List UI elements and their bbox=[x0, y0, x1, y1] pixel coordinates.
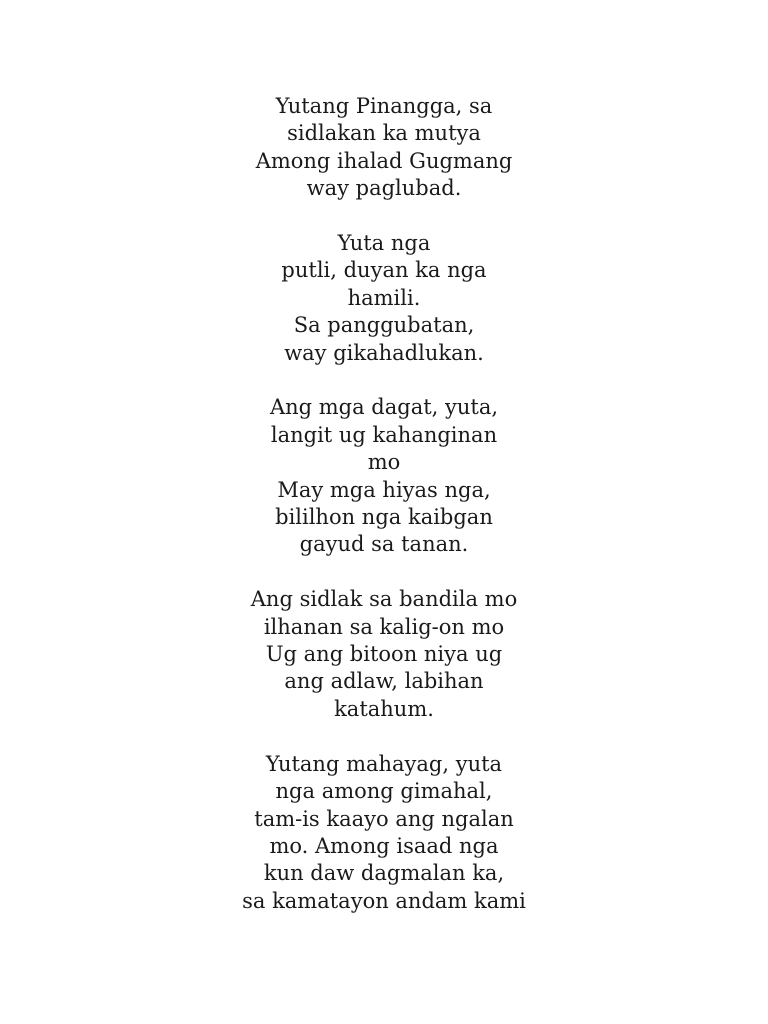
poem bbox=[0, 93, 768, 915]
poem-line: Among ihalad Gugmang bbox=[255, 148, 513, 173]
poem-line: Ang sidlak sa bandila mo bbox=[250, 587, 518, 612]
poem-line: way paglubad. bbox=[306, 176, 462, 201]
poem-line: way gikahadlukan. bbox=[284, 340, 484, 365]
stanza-5 bbox=[0, 751, 768, 915]
poem-line: mo bbox=[367, 450, 401, 475]
poem-line: putli, duyan ka nga bbox=[281, 258, 487, 283]
poem-line: katahum. bbox=[334, 696, 434, 721]
poem-line: May mga hiyas nga, bbox=[277, 477, 491, 502]
poem-line: Ug ang bitoon niya ug bbox=[265, 642, 503, 667]
poem-line: sa kamatayon andam kami bbox=[242, 888, 526, 913]
stanza-1 bbox=[0, 93, 768, 203]
poem-line: kun daw dagmalan ka, bbox=[263, 861, 505, 886]
poem-line: ang adlaw, labihan bbox=[284, 669, 484, 694]
poem-line: gayud sa tanan. bbox=[299, 532, 469, 557]
poem-line: bililhon nga kaibgan bbox=[275, 505, 493, 530]
poem-line: Sa panggubatan, bbox=[293, 313, 475, 338]
stanza-3 bbox=[0, 394, 768, 558]
poem-line: mo. Among isaad nga bbox=[269, 833, 499, 858]
poem-line: tam-is kaayo ang ngalan bbox=[254, 806, 514, 831]
poem-line: Yutang Pinangga, sa bbox=[275, 94, 493, 118]
poem-line: ilhanan sa kalig-on mo bbox=[263, 614, 505, 639]
poem-line: nga among gimahal, bbox=[275, 779, 493, 804]
poem-line: Yuta nga bbox=[337, 231, 431, 256]
poem-line: sidlakan ka mutya bbox=[287, 121, 481, 146]
stanza-4 bbox=[0, 586, 768, 723]
poem-line: Ang mga dagat, yuta, bbox=[269, 395, 499, 420]
stanza-2 bbox=[0, 230, 768, 367]
poem-line: Yutang mahayag, yuta bbox=[265, 751, 503, 776]
poem-line: hamili. bbox=[347, 285, 421, 310]
poem-line: langit ug kahanginan bbox=[270, 422, 498, 447]
